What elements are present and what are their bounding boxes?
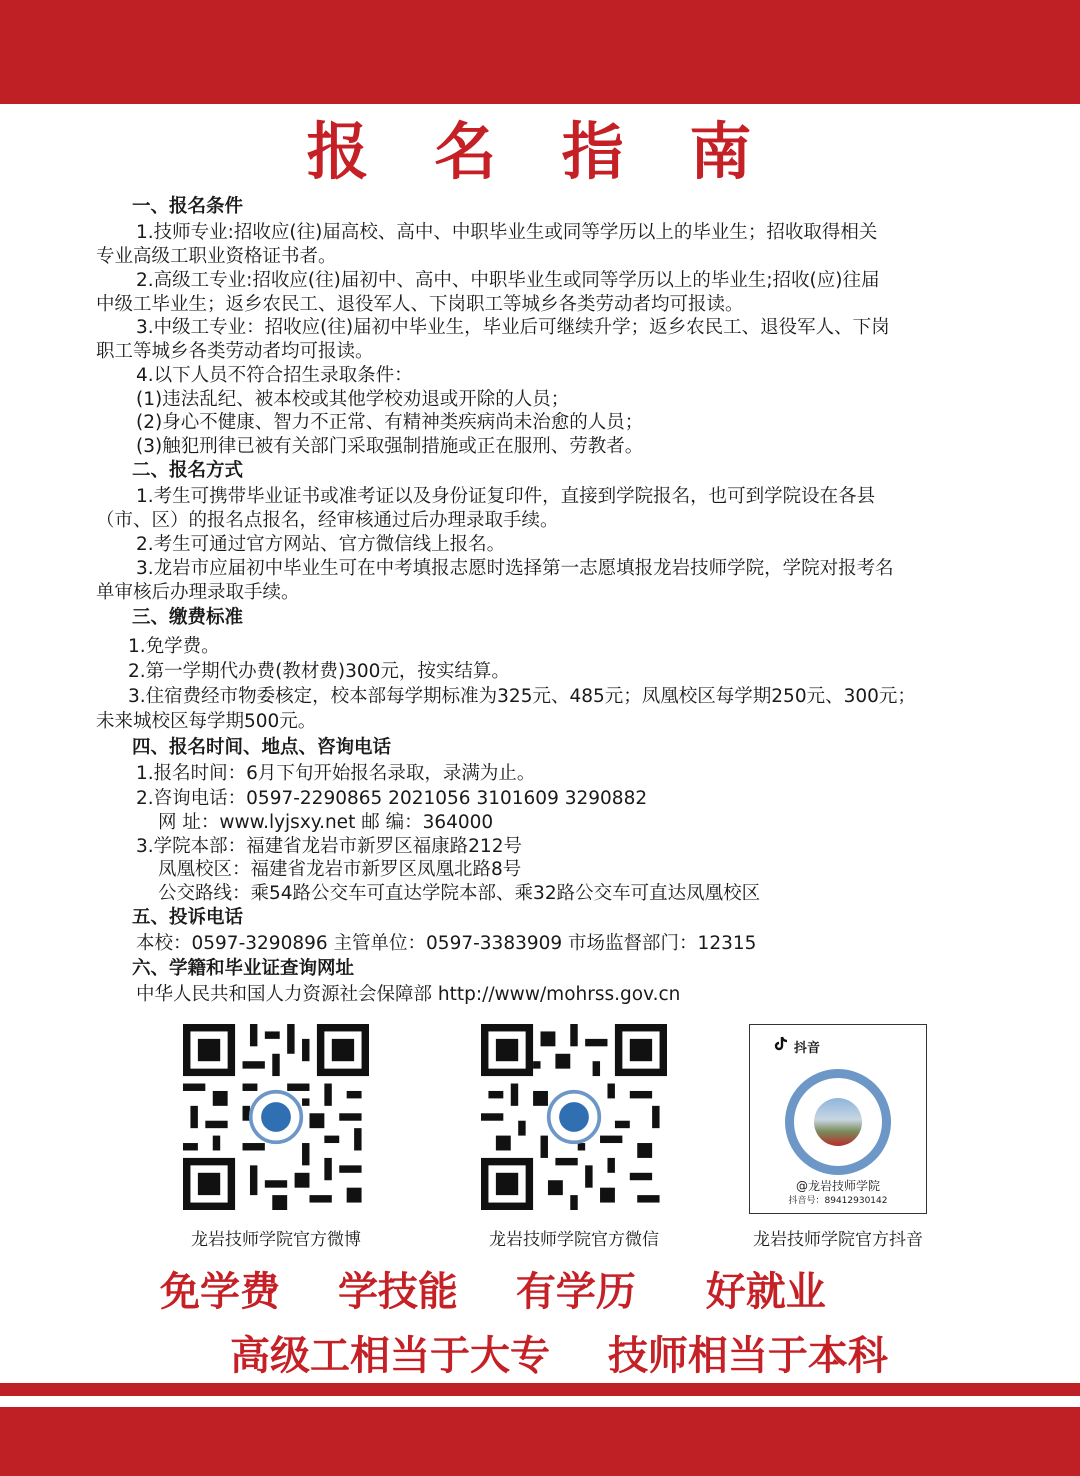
wechat-caption: 龙岩技师学院官方微信 [489, 1230, 659, 1250]
text-line: (2)身心不健康、智力不正常、有精神类疾病尚未治愈的人员； [136, 412, 644, 433]
section-heading-conditions: 一、报名条件 [132, 196, 244, 217]
text-line: 凤凰校区：福建省龙岩市新罗区凤凰北路8号 [158, 859, 522, 880]
text-line: 4.以下人员不符合招生录取条件： [136, 365, 413, 386]
section-heading-time-place: 四、报名时间、地点、咨询电话 [132, 737, 392, 758]
text-line: 1.免学费。 [128, 636, 220, 657]
slogan-line-2 [230, 1326, 888, 1386]
text-line: 网 址：www.lyjsxy.net 邮 编：364000 [158, 812, 494, 833]
text-line: 1.技师专业:招收应(往)届高校、高中、中职毕业生或同等学历以上的毕业生；招收取得相关 [136, 222, 878, 243]
douyin-code-ring [785, 1069, 891, 1175]
weibo-qr-block [176, 1024, 376, 1252]
wechat-qr-code[interactable] [481, 1024, 667, 1210]
text-line: 本校：0597-3290896 主管单位：0597-3383909 市场监督部门：12315 [136, 933, 757, 954]
text-line: 2.高级工专业:招收应(往)届初中、高中、中职毕业生或同等学历以上的毕业生;招收(应)往届 [136, 270, 880, 291]
text-line: 未来城校区每学期500元。 [96, 711, 317, 732]
douyin-id: 抖音号：89412930142 [788, 1196, 888, 1206]
section-heading-certificate-query: 六、学籍和毕业证查询网址 [132, 958, 355, 979]
text-line: （市、区）的报名点报名，经审核通过后办理录取手续。 [96, 510, 559, 531]
campus-photo [814, 1098, 862, 1146]
wechat-qr-block [474, 1024, 674, 1252]
text-line: 单审核后办理录取手续。 [96, 582, 300, 603]
text-line: 职工等城乡各类劳动者均可报读。 [96, 341, 374, 362]
douyin-brand: 抖音 [794, 1041, 821, 1056]
weibo-qr-code[interactable] [183, 1024, 369, 1210]
text-line: (1)违法乱纪、被本校或其他学校劝退或开除的人员； [136, 389, 570, 410]
slogan-item: 学技能 [337, 1269, 458, 1315]
qr-icon [481, 1024, 667, 1210]
slogan-item: 技师相当于本科 [607, 1333, 888, 1379]
text-line: (3)触犯刑律已被有关部门采取强制措施或正在服刑、劳教者。 [136, 436, 644, 457]
slogan-item: 好就业 [705, 1269, 826, 1315]
section-heading-fees: 三、缴费标准 [132, 607, 244, 628]
text-line: 3.龙岩市应届初中毕业生可在中考填报志愿时选择第一志愿填报龙岩技师学院，学院对报考名 [136, 558, 894, 579]
douyin-logo-icon [772, 1035, 790, 1053]
douyin-qr-card[interactable] [749, 1024, 927, 1214]
slogan-line-1 [160, 1264, 826, 1320]
bottom-red-band [0, 1407, 1080, 1476]
text-line: 2.咨询电话：0597-2290865 2021056 3101609 3290882 [136, 788, 648, 809]
text-line: 专业高级工职业资格证书者。 [96, 246, 337, 267]
douyin-qr-block [738, 1024, 938, 1252]
text-line: 3.住宿费经市物委核定，校本部每学期标准为325元、485元；凤凰校区每学期250元、300元； [128, 686, 916, 707]
text-line: 中级工毕业生；返乡农民工、退役军人、下岗职工等城乡各类劳动者均可报读。 [96, 294, 744, 315]
douyin-caption: 龙岩技师学院官方抖音 [753, 1230, 923, 1250]
slogan-item: 免学费 [160, 1269, 280, 1315]
weibo-caption: 龙岩技师学院官方微博 [191, 1230, 361, 1250]
text-line: 3.中级工专业：招收应(往)届初中毕业生，毕业后可继续升学；返乡农民工、退役军人、下岗 [136, 317, 890, 338]
section-heading-complaints: 五、投诉电话 [132, 907, 244, 928]
qr-icon [183, 1024, 369, 1210]
top-red-band [0, 0, 1080, 104]
slogan-item: 高级工相当于大专 [230, 1333, 550, 1379]
text-line: 3.学院本部：福建省龙岩市新罗区福康路212号 [136, 836, 522, 857]
page-title: 报 名 指 南 [306, 115, 774, 188]
section-heading-methods: 二、报名方式 [132, 460, 244, 481]
text-line: 公交路线：乘54路公交车可直达学院本部、乘32路公交车可直达凤凰校区 [158, 883, 761, 904]
text-line: 2.第一学期代办费(教材费)300元，按实结算。 [128, 661, 510, 682]
douyin-handle: @龙岩技师学院 [795, 1179, 880, 1193]
bottom-red-stripe [0, 1383, 1080, 1396]
text-line: 2.考生可通过官方网站、官方微信线上报名。 [136, 534, 506, 555]
text-line: 1.报名时间：6月下旬开始报名录取，录满为止。 [136, 763, 536, 784]
text-line: 1.考生可携带毕业证书或准考证以及身份证复印件，直接到学院报名，也可到学院设在各县 [136, 486, 876, 507]
slogan-item: 有学历 [515, 1269, 636, 1315]
text-line: 中华人民共和国人力资源社会保障部 http://www/mohrss.gov.cn [136, 984, 681, 1005]
